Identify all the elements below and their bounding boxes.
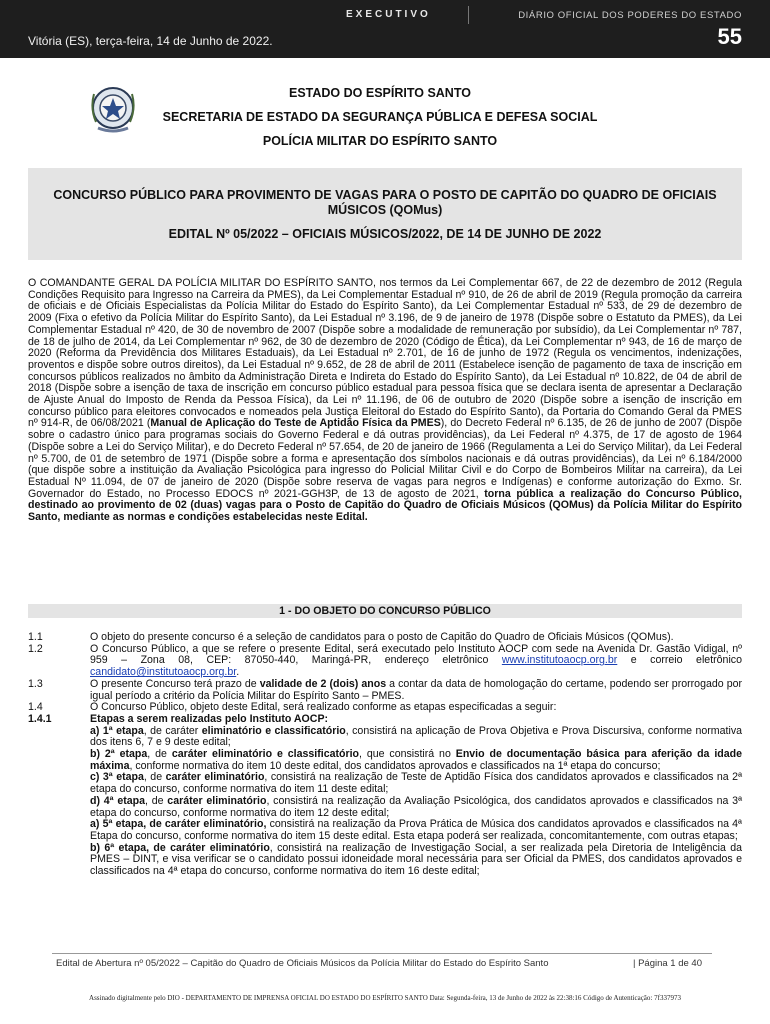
- footer-page-counter: | Página 1 de 40: [632, 958, 702, 969]
- preamble-paragraph: [28, 278, 742, 524]
- stage-2: b) 2ª etapa, de caráter eliminatório e classificatório, que consistirá no Envio de documentação básica para aferição da idade máxima, conforme normativa do item 10 deste edital, dos candidatos aprovados e classificados na 1ª etapa do concurso;: [90, 748, 743, 772]
- section-1-heading: 1 - DO OBJETO DO CONCURSO PÚBLICO: [28, 604, 742, 618]
- secretariat-heading: SECRETARIA DE ESTADO DA SEGURANÇA PÚBLICA E DEFESA SOCIAL: [162, 110, 598, 124]
- manual-reference: Manual de Aplicação do Teste de Aptidão Física da PMES: [150, 417, 441, 430]
- preamble-text-1: O COMANDANTE GERAL DA POLÍCIA MILITAR DO ESPÍRITO SANTO, nos termos da Lei Complementar 667, de 22 de dezembro de 2012 (Regula Condições Requisito para Ingresso na Carreira da PMES), da Lei Complementar Estadual nº 910, de 26 de abril de 2019 (Regula promoção da carreira de oficiais e de Oficiais Especialistas da Polícia Militar do Estado do Espírito Santo), da Lei Complementar Estadual nº 533, de 29 de dezembro de 2009 (Fixa o efetivo da Polícia Militar do Espírito Santo), da Lei Estadual nº 3.196, de 9 de janeiro de 1978 (Dispõe sobre o Estatuto da PMES), da Lei Complementar Estadual nº 420, de 30 de novembro de 2007 (Dispõe sobre a modalidade de remuneração por subsídio), da Lei Complementar nº 787, de 18 de julho de 2014, da Lei Complementar nº 962, de 30 de dezembro de 2020 (Código de Ética), da Lei Complementar nº 943, de 16 de março de 2020 (Reforma da Previdência dos Militares Estaduais), da Lei Estadual nº 2.701, de 16 de junho de 1972 (Regula os vencimentos, indenizações, proventos e dispõe sobre outros direitos), da Lei Estadual nº 9.652, de 28 de abril de 2011 (Estabelece isenção de pagamento de taxa de inscrição em concursos públicos realizados no âmbito da Administração Direta e Indireta do Estado do Espírito Santo), da Lei Estadual nº 10.822, de 04 de abril de 2018 (Dispõe sobre a isenção de taxa de inscrição em concurso público estadual para pessoa física que se declara isenta de apresentar a Declaração de Ajuste Anual do Imposto de Renda da Pessoa Física), da Lei nº 11.196, de 06 de outubro de 2020 (Dispõe sobre a isenção de inscrição em concurso público para eleitores convocados e nomeados pela Justiça Eleitoral do Estado do Espírito Santo), da Portaria do Comando Geral da PMES nº 914-R, de 06/08/2021 (: [28, 277, 742, 430]
- banner-divider: [468, 6, 469, 24]
- page-number: 55: [717, 24, 742, 49]
- institute-email-link[interactable]: candidato@institutoaocp.org.br: [90, 666, 237, 679]
- stage-4: d) 4ª etapa, de caráter eliminatório, consistirá na realização da Avaliação Psicológica, dos candidatos aprovados e classificados na 3ª etapa do concurso, conforme normativa do item 12 deste edital;: [90, 794, 742, 819]
- institute-website-link[interactable]: www.institutoaocp.org.br: [501, 654, 618, 667]
- footer-edital-reference: Edital de Abertura nº 05/2022 – Capitão do Quadro de Oficiais Músicos da Polícia Militar do Estado do Espírito Santo: [56, 958, 549, 969]
- preamble-conclusion: torna pública a realização do Concurso Público, destinado ao provimento de 02 (duas) vagas para o Posto de Capitão do Quadro de Oficiais Músicos (QOMus) da Polícia Militar do Espírito Santo, mediante as normas e condições estabelecidas neste Edital.: [28, 487, 742, 524]
- state-heading: ESTADO DO ESPÍRITO SANTO: [289, 86, 471, 100]
- item-1-4-1: 1.4.1 Etapas a serem realizadas pelo Instituto AOCP:: [28, 712, 329, 725]
- footer-divider: [52, 953, 712, 954]
- police-heading: POLÍCIA MILITAR DO ESPÍRITO SANTO: [262, 134, 498, 148]
- title-box: [28, 168, 742, 260]
- stage-1: a) 1ª etapa, de caráter eliminatório e classificatório, consistirá na aplicação de Prova Objetiva e Prova Discursiva, conforme normativa dos itens 6, 7 e 9 deste edital;: [90, 724, 743, 749]
- item-1-2: 1.2 O Concurso Público, a que se refere o presente Edital, será executado pelo Instituto AOCP com sede na Avenida Dr. Gastão Vidigal, nº 959 – Zona 08, CEP: 87050-440, Maringá-PR, endereço eletrônico www.institutoaocp.org.br e correio eletrônico candidato@institutoaocp.org.br.: [28, 642, 742, 679]
- stage-3: c) 3ª etapa, de caráter eliminatório, consistirá na realização de Teste de Aptidão Física dos candidatos aprovados e classificados na 2ª etapa do concurso, conforme normativa do item 11 deste edital;: [90, 771, 742, 796]
- diary-title: DIÁRIO OFICIAL DOS PODERES DO ESTADO: [518, 10, 742, 21]
- section-1-items: [28, 632, 742, 878]
- preamble-text-2: ), do Decreto Federal nº 6.135, de 26 de junho de 2007 (Dispõe sobre o cadastro único para programas sociais do Governo Federal e dá outras providências), da Lei Federal nº 4.375, de 17 de agosto de 1964 (Dispõe sobre a Lei do Serviço Militar), e do Decreto Federal nº 57.654, de 20 de janeiro de 1966 (Regulamenta a Lei do Serviço Militar), da Lei Federal nº 5.700, de 01 de setembro de 1971 (Dispõe sobre a forma e apresentação dos símbolos nacionais e dá outras providências), da Lei nº 6.184/2000 (que dispõe sobre a instituição da Avaliação Psicológica para ingresso do Policial Militar Civil e do Corpo de Bombeiros Militar na carreira), da Lei Estadual Nº 11.094, de 07 de janeiro de 2020 (Dispõe sobre reserva de vagas para negros e Indígenas) e conforme autorização do Exmo. Sr. Governador do Estado, no Processo EDOCS nº 2021-GGH3P, de 13 de agosto de 2021,: [28, 417, 742, 500]
- document-footer: [56, 958, 702, 969]
- item-1-4: 1.4 O Concurso Público, objeto deste Edital, será realizado conforme as etapas especificadas a seguir:: [28, 701, 557, 714]
- section-label: EXECUTIVO: [346, 9, 431, 20]
- item-1-1: 1.1 O objeto do presente concurso é a seleção de candidatos para o posto de Capitão do Quadro de Oficiais Músicos (QOMus).: [28, 631, 674, 643]
- stage-6: b) 6ª etapa, de caráter eliminatório, consistirá na realização de Investigação Social, a ser realizada pela Diretoria de Inteligência da PMES – DINT, e visa verificar se o candidato possui idoneidade moral necessária para ser Oficial da PMES, dos candidatos aprovados e classificados na 4ª etapa do concurso, conforme normativa do item 16 deste edital;: [90, 841, 742, 878]
- digital-signature-note: Assinado digitalmente pelo DIO - DEPARTAMENTO DE IMPRENSA OFICIAL DO ESTADO DO ESPÍRITO SANTO Data: Segunda-feira, 13 de Junho de 2022 às 22:38:16 Código de Autenticação: 7f337973: [89, 994, 681, 1002]
- edition-date: Vitória (ES), terça-feira, 14 de Junho de 2022.: [28, 34, 273, 48]
- item-1-3: 1.3 O presente Concurso terá prazo de validade de 2 (dois) anos a contar da data de homologação do certame, podendo ser prorrogado por igual período a critério da Polícia Militar do Espírito Santo – PMES.: [28, 677, 743, 702]
- stage-5: a) 5ª etapa, de caráter eliminatório, consistirá na realização da Prova Prática de Música dos candidatos aprovados e classificados na 4ª Etapa do concurso, conforme normativa do item 15 deste edital. Esta etapa poderá ser realizada, concomitantemente, com outras etapas;: [90, 818, 742, 842]
- contest-title: CONCURSO PÚBLICO PARA PROVIMENTO DE VAGAS PARA O POSTO DE CAPITÃO DO QUADRO DE OFICIAIS MÚSICOS (QOMus): [53, 188, 717, 217]
- top-banner: [0, 0, 770, 58]
- edital-title: EDITAL Nº 05/2022 – OFICIAIS MÚSICOS/2022, DE 14 DE JUNHO DE 2022: [168, 227, 602, 241]
